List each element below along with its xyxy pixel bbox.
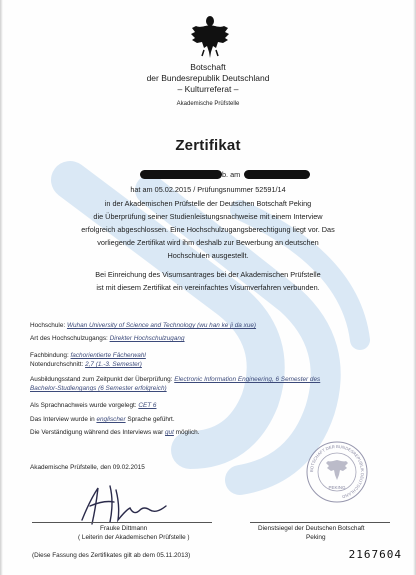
grade-average-field	[30, 361, 142, 369]
embassy-department: – Kulturreferat –	[177, 84, 239, 94]
visa-text-line: ist mit diesem Zertifikat ein vereinfachtes Visumverfahren verbunden.	[96, 283, 320, 292]
language-proof-label: Als Sprachnachweis wurde vorgelegt:	[30, 402, 137, 409]
place-date: Akademische Prüfstelle, den 09.02.2015	[30, 464, 145, 471]
exam-line: hat am 05.02.2015 / Prüfungsnummer 52591/14	[130, 185, 286, 194]
document-title: Zertifikat	[175, 137, 241, 154]
seal-line	[250, 522, 390, 523]
interview-language-value: englischer	[96, 416, 126, 423]
redacted-name	[140, 170, 222, 179]
education-level-value: Electronic Information Engineering, 6 Semester des	[174, 376, 321, 383]
language-proof-field	[30, 402, 156, 410]
redacted-birth-info	[244, 170, 310, 179]
signatory-name: Frauke Dittmann	[100, 525, 148, 532]
embassy-name-line2: der Bundesrepublik Deutschland	[146, 73, 270, 83]
footnote: (Diese Fassung des Zertifikates gilt ab dem 05.11.2013)	[32, 552, 191, 559]
university-label: Hochschule:	[30, 322, 66, 329]
access-type-value: Direkter Hochschulzugang	[109, 335, 185, 342]
serial-number: 2167604	[348, 548, 402, 561]
office-name: Akademische Prüfstelle	[176, 101, 240, 107]
university-value: Wuhan University of Science and Technology (wu han ke ji da xue)	[66, 322, 257, 329]
seal-ring-text: BOTSCHAFT DER BUNDESREPUBLIK DEUTSCHLAND	[308, 443, 366, 500]
communication-label: Die Verständigung während des Interviews war	[30, 429, 164, 436]
access-type-label: Art des Hochschulzugangs:	[30, 335, 108, 342]
intro-text-line: erfolgreich abgeschlossen. Eine Hochschulzugangsberechtigung liegt vor. Das	[81, 225, 335, 234]
university-field	[30, 322, 256, 330]
official-seal-stamp	[305, 440, 369, 504]
handwritten-signature	[70, 480, 180, 528]
access-type-field	[30, 335, 185, 343]
embassy-name-line1: Botschaft	[190, 62, 226, 72]
federal-eagle-icon	[190, 12, 230, 60]
seal-caption-line1: Dienstsiegel der Deutschen Botschaft	[258, 525, 365, 532]
language-proof-value: CET 6	[138, 402, 157, 409]
interview-language-suffix: Sprache geführt.	[127, 416, 175, 423]
intro-text-line: Hochschulen ausgestellt.	[167, 251, 249, 260]
communication-value: gut	[165, 429, 174, 436]
signatory-role: ( Leiterin der Akademischen Prüfstelle )	[78, 534, 190, 541]
education-level-continued	[30, 385, 167, 393]
intro-text-line: in der Akademischen Prüfstelle der Deutschen Botschaft Peking	[104, 199, 312, 208]
education-level-label: Ausbildungsstand zum Zeitpunkt der Überprüfung:	[30, 376, 173, 383]
interview-language-field	[30, 416, 175, 424]
signature-line	[32, 522, 212, 523]
birth-label: b. am	[222, 170, 241, 179]
education-level-value-cont: Bachelor-Studiengangs (6 Semester erfolgreich)	[30, 385, 167, 392]
seal-city-text: PEKING	[328, 485, 346, 490]
interview-language-label: Das Interview wurde in	[30, 416, 95, 423]
communication-suffix: möglich.	[175, 429, 200, 436]
grade-average-value: 2,7 (1.-3. Semester)	[85, 361, 142, 368]
grade-average-label: Notendurchschnitt:	[30, 361, 84, 368]
intro-text-line: vorliegende Zertifikat wird ihm deshalb zur Bewerbung an deutschen	[97, 238, 319, 247]
communication-field	[30, 429, 199, 437]
education-level-field	[30, 376, 320, 384]
subject-label: Fachbindung:	[30, 352, 69, 359]
visa-text-line: Bei Einreichung des Visumsantrages bei der Akademischen Prüfstelle	[95, 270, 321, 279]
subject-value: fachorientierte Fächerwahl	[70, 352, 146, 359]
seal-caption-line2: Peking	[306, 534, 326, 541]
subject-field	[30, 352, 146, 360]
intro-text-line: die Überprüfung seiner Studienleistungsnachweise mit einem Interview	[93, 212, 323, 221]
